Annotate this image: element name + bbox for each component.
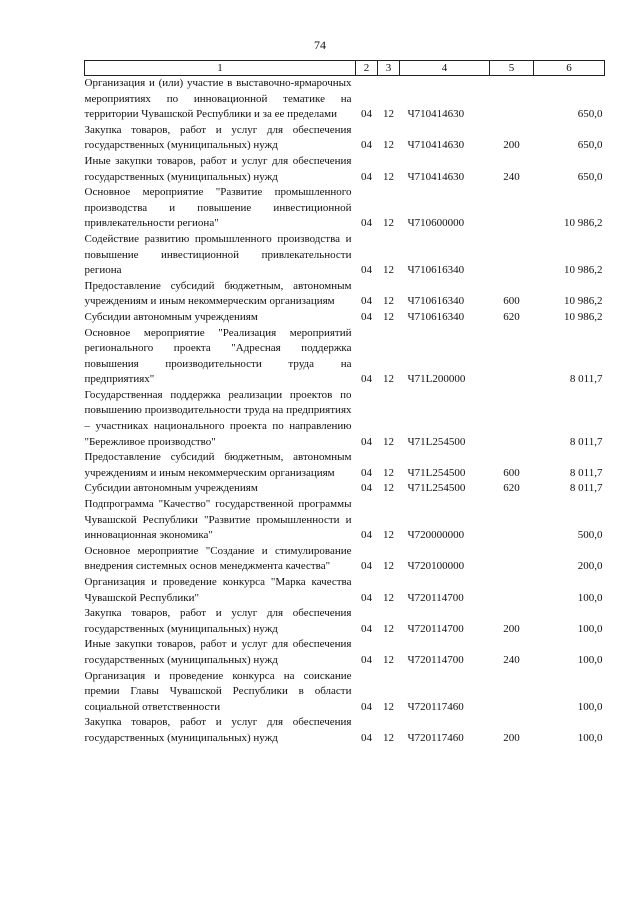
row-amount: 8 011,7: [569, 435, 603, 448]
row-type: 240: [503, 170, 520, 183]
row-type: [490, 326, 534, 388]
row-type: 600: [503, 466, 520, 479]
row-code: Ч720000000: [407, 529, 465, 542]
header-col-type: 5: [490, 61, 534, 76]
row-code: Ч710414630: [407, 139, 465, 152]
row-name: Иные закупки товаров, работ и услуг для обеспечения государственных (муниципальных) нужд: [84, 154, 352, 183]
row-type: [490, 575, 534, 606]
row-code: Ч710600000: [407, 217, 465, 230]
row-name: Организация и проведение конкурса "Марка качества Чувашской Республики": [84, 576, 352, 604]
row-section: 04: [361, 264, 372, 277]
row-code: Ч720117460: [407, 731, 464, 744]
row-section: 04: [361, 731, 372, 744]
row-section: 04: [361, 560, 372, 573]
table-row: [85, 715, 605, 746]
header-col-subsection: 3: [378, 61, 400, 76]
row-type: [490, 669, 534, 716]
row-type: 200: [503, 139, 520, 152]
table-row: [85, 544, 605, 575]
row-name: Иные закупки товаров, работ и услуг для обеспечения государственных (муниципальных) нужд: [84, 638, 352, 666]
row-name: Субсидии автономным учреждениям: [84, 310, 258, 323]
row-code: Ч720114700: [407, 653, 464, 666]
row-amount: 100,0: [577, 653, 603, 666]
row-type: [490, 388, 534, 450]
row-subsection: 12: [383, 264, 394, 277]
row-section: 04: [361, 435, 372, 448]
row-section: 04: [361, 170, 372, 183]
header-col-section: 2: [356, 61, 378, 76]
row-name: Основное мероприятие "Развитие промышленного производства и повышение инвестиционной привлекательности региона": [84, 186, 352, 230]
row-code: Ч71L200000: [407, 373, 466, 386]
budget-table: [84, 60, 605, 747]
row-amount: 650,0: [577, 170, 603, 183]
row-amount: 100,0: [577, 622, 603, 635]
row-section: 04: [361, 295, 372, 308]
row-code: Ч710414630: [407, 170, 465, 183]
row-code: Ч720114700: [407, 591, 464, 604]
row-amount: 100,0: [577, 731, 603, 744]
row-subsection: 12: [383, 108, 394, 121]
row-type: [490, 232, 534, 279]
table-row: [85, 497, 605, 544]
row-name: Организация и проведение конкурса на соискание премии Главы Чувашской Республики в области социальной ответственности: [84, 669, 352, 713]
row-subsection: 12: [383, 139, 394, 152]
row-code: Ч71L254500: [407, 435, 466, 448]
row-name: Закупка товаров, работ и услуг для обеспечения государственных (муниципальных) нужд: [84, 607, 352, 635]
row-section: 04: [361, 373, 372, 386]
table-row: [85, 575, 605, 606]
row-name: Закупка товаров, работ и услуг для обеспечения государственных (муниципальных) нужд: [84, 716, 352, 744]
row-subsection: 12: [383, 295, 394, 308]
row-subsection: 12: [383, 622, 394, 635]
row-subsection: 12: [383, 700, 394, 713]
row-amount: 8 011,7: [569, 373, 603, 386]
row-type: 620: [503, 310, 520, 323]
table-row: [85, 326, 605, 388]
row-subsection: 12: [383, 170, 394, 183]
table-row: [85, 481, 605, 497]
header-col-amount: 6: [534, 61, 605, 76]
row-type: 200: [503, 622, 520, 635]
row-code: Ч710616340: [407, 264, 465, 277]
row-section: 04: [361, 108, 372, 121]
row-type: [490, 544, 534, 575]
table-row: [85, 76, 605, 123]
row-amount: 10 986,2: [564, 217, 603, 230]
row-name: Основное мероприятие "Создание и стимулирование внедрения системных основ менеджмента качества": [84, 544, 352, 573]
row-code: Ч720100000: [407, 560, 465, 573]
page-number: 74: [314, 38, 326, 52]
table-row: [85, 669, 605, 716]
table-row: [85, 232, 605, 279]
row-amount: 100,0: [577, 700, 603, 713]
row-code: Ч710616340: [407, 295, 465, 308]
row-code: Ч710616340: [407, 310, 465, 323]
row-name: Государственная поддержка реализации проектов по повышению производительности труда на предприятиях – участниках национального проекта по направлению "Бережливое производство": [84, 388, 352, 448]
row-subsection: 12: [383, 591, 394, 604]
row-type: 600: [503, 295, 520, 308]
row-section: 04: [361, 622, 372, 635]
row-subsection: 12: [383, 560, 394, 573]
row-subsection: 12: [383, 482, 394, 495]
row-section: 04: [361, 482, 372, 495]
row-code: Ч720117460: [407, 700, 464, 713]
table-row: [85, 606, 605, 637]
row-name: Организация и (или) участие в выставочно-ярмарочных мероприятиях по инновационной тематике на территории Чувашской Республики и за ее пределами: [84, 77, 352, 121]
row-amount: 10 986,2: [564, 310, 603, 323]
row-section: 04: [361, 217, 372, 230]
row-subsection: 12: [383, 731, 394, 744]
table-row: [85, 154, 605, 185]
table-row: [85, 185, 605, 232]
row-subsection: 12: [383, 529, 394, 542]
row-type: [490, 185, 534, 232]
row-name: Субсидии автономным учреждениям: [84, 482, 258, 495]
row-amount: 650,0: [577, 108, 603, 121]
row-code: Ч710414630: [407, 108, 465, 121]
row-name: Основное мероприятие "Реализация мероприятий регионального проекта "Адресная поддержка повышения производительности труда на предприятиях": [84, 326, 352, 386]
row-section: 04: [361, 591, 372, 604]
row-code: Ч71L254500: [407, 466, 466, 479]
row-name: Подпрограмма "Качество" государственной программы Чувашской Республики "Развитие промышленности и инновационная экономика": [84, 498, 352, 542]
row-section: 04: [361, 529, 372, 542]
row-amount: 10 986,2: [564, 264, 603, 277]
row-amount: 650,0: [577, 139, 603, 152]
row-type: 200: [503, 731, 520, 744]
row-section: 04: [361, 139, 372, 152]
row-section: 04: [361, 653, 372, 666]
row-amount: 200,0: [577, 560, 603, 573]
row-subsection: 12: [383, 435, 394, 448]
row-amount: 500,0: [577, 529, 603, 542]
table-row: [85, 388, 605, 450]
row-name: Закупка товаров, работ и услуг для обеспечения государственных (муниципальных) нужд: [84, 123, 352, 152]
table-row: [85, 450, 605, 481]
row-name: Содействие развитию промышленного производства и повышение инвестиционной привлекательности региона: [84, 232, 352, 277]
row-type: [490, 497, 534, 544]
row-amount: 8 011,7: [569, 482, 603, 495]
row-subsection: 12: [383, 653, 394, 666]
row-code: Ч71L254500: [407, 482, 466, 495]
row-section: 04: [361, 310, 372, 323]
table-row: [85, 279, 605, 310]
row-type: 240: [503, 653, 520, 666]
table-row: [85, 123, 605, 154]
table-header-row: [85, 61, 605, 76]
row-subsection: 12: [383, 373, 394, 386]
row-type: 620: [503, 482, 520, 495]
row-subsection: 12: [383, 310, 394, 323]
header-col-name: 1: [85, 61, 356, 76]
row-type: [490, 76, 534, 123]
row-section: 04: [361, 700, 372, 713]
row-subsection: 12: [383, 217, 394, 230]
header-col-code: 4: [400, 61, 490, 76]
row-name: Предоставление субсидий бюджетным, автономным учреждениям и иным некоммерческим организациям: [84, 279, 352, 308]
row-amount: 10 986,2: [564, 295, 603, 308]
row-section: 04: [361, 466, 372, 479]
table-body: [85, 76, 605, 747]
row-amount: 100,0: [577, 591, 603, 604]
table-row: [85, 310, 605, 326]
row-subsection: 12: [383, 466, 394, 479]
row-code: Ч720114700: [407, 622, 464, 635]
table-row: [85, 637, 605, 668]
row-amount: 8 011,7: [569, 466, 603, 479]
row-name: Предоставление субсидий бюджетным, автономным учреждениям и иным некоммерческим организациям: [84, 451, 352, 479]
